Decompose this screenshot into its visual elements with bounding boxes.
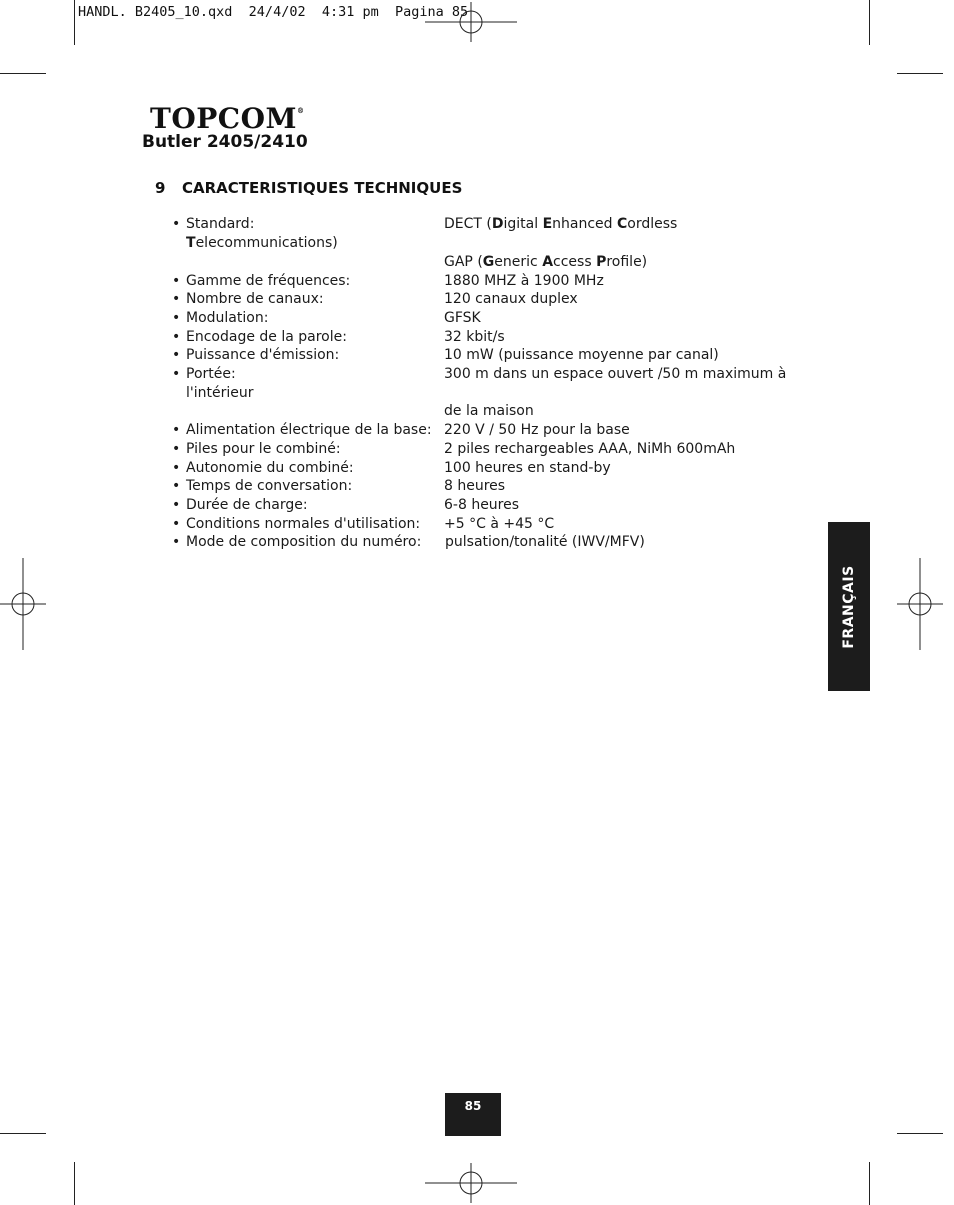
bullet: • [172,291,181,307]
language-tab-label: FRANÇAIS [841,564,857,649]
crop-mark [74,1162,75,1205]
spec-label: Alimentation électrique de la base: [186,422,432,438]
crop-mark [0,1133,46,1134]
registration-mark-top [425,2,517,42]
spec-value: 10 mW (puissance moyenne par canal) [444,347,719,363]
section-number: 9 [155,179,166,197]
spec-value: 220 V / 50 Hz pour la base [444,422,630,438]
bullet: • [172,310,181,326]
crop-mark [74,0,75,45]
spec-value-cont: de la maison [444,403,534,419]
registered-mark: ® [296,106,305,115]
spec-value: 2 piles rechargeables AAA, NiMh 600mAh [444,441,736,457]
crop-mark [869,1162,870,1205]
spec-label: Conditions normales d'utilisation: [186,516,421,532]
gap-initial: G [482,254,495,270]
model-title: Butler 2405/2410 [142,132,308,152]
spec-label: Gamme de fréquences: [186,273,351,289]
brand-logo-text: TOPCOM [150,102,297,135]
spec-value: +5 °C à +45 °C [444,516,555,532]
spec-value: 1880 MHZ à 1900 MHz [444,273,604,289]
spec-label: Temps de conversation: [186,478,353,494]
spec-value: 120 canaux duplex [444,291,578,307]
section-title: CARACTERISTIQUES TECHNIQUES [182,179,463,197]
spec-value: 100 heures en stand-by [444,460,611,476]
bullet: • [172,366,181,382]
dect-word: nhanced [552,216,618,232]
spec-value: 6-8 heures [444,497,520,513]
crop-mark [897,1133,943,1134]
telecom-word: elecommunications) [195,235,338,251]
gap-word: rofile) [606,254,648,270]
spec-label: Standard: [186,216,255,232]
bullet: • [172,534,181,550]
gap-initial: P [596,254,607,270]
crop-mark [0,73,46,74]
dect-initial: E [542,216,553,232]
spec-label-cont: l'intérieur [186,385,254,401]
bullet: • [172,497,181,513]
bullet: • [172,478,181,494]
spec-label: Durée de charge: [186,497,308,513]
crop-mark [869,0,870,45]
spec-value: 8 heures [444,478,506,494]
language-tab [828,522,870,691]
spec-label: Piles pour le combiné: [186,441,341,457]
spec-label: Encodage de la parole: [186,329,347,345]
bullet: • [172,441,181,457]
spec-label: Puissance d'émission: [186,347,340,363]
spec-value: 32 kbit/s [444,329,505,345]
bullet: • [172,516,181,532]
gap-word: eneric [494,254,543,270]
registration-mark-left [0,558,46,650]
spec-label: Nombre de canaux: [186,291,324,307]
dect-word: ordless [627,216,678,232]
spec-value: GFSK [444,310,481,326]
spec-label: Modulation: [186,310,269,326]
spec-label-cont [186,235,338,251]
section-heading [155,179,462,197]
bullet: • [172,422,181,438]
file-slug: HANDL. B2405_10.qxd 24/4/02 4:31 pm Pagina 85 [78,4,469,20]
registration-mark-right [897,558,943,650]
registration-mark-bottom [425,1163,517,1203]
bullet: • [172,273,181,289]
page-number: 85 [445,1093,501,1136]
spec-label: Mode de composition du numéro: [186,534,422,550]
dect-word: igital [503,216,543,232]
spec-value-gap [444,254,647,270]
initial-t: T [186,235,196,251]
brand-logo [150,102,304,135]
gap-word: ccess [553,254,597,270]
bullet: • [172,347,181,363]
spec-value: 300 m dans un espace ouvert /50 m maximum à [444,366,787,382]
bullet: • [172,460,181,476]
gap-prefix: GAP ( [444,254,483,270]
dect-prefix: DECT ( [444,216,492,232]
dect-initial: C [617,216,628,232]
spec-label: Autonomie du combiné: [186,460,354,476]
bullet: • [172,329,181,345]
bullet: • [172,216,181,232]
gap-initial: A [542,254,554,270]
spec-value-dect [444,216,677,232]
crop-mark [897,73,943,74]
spec-value: pulsation/tonalité (IWV/MFV) [445,534,645,550]
dect-initial: D [491,216,504,232]
spec-label: Portée: [186,366,236,382]
